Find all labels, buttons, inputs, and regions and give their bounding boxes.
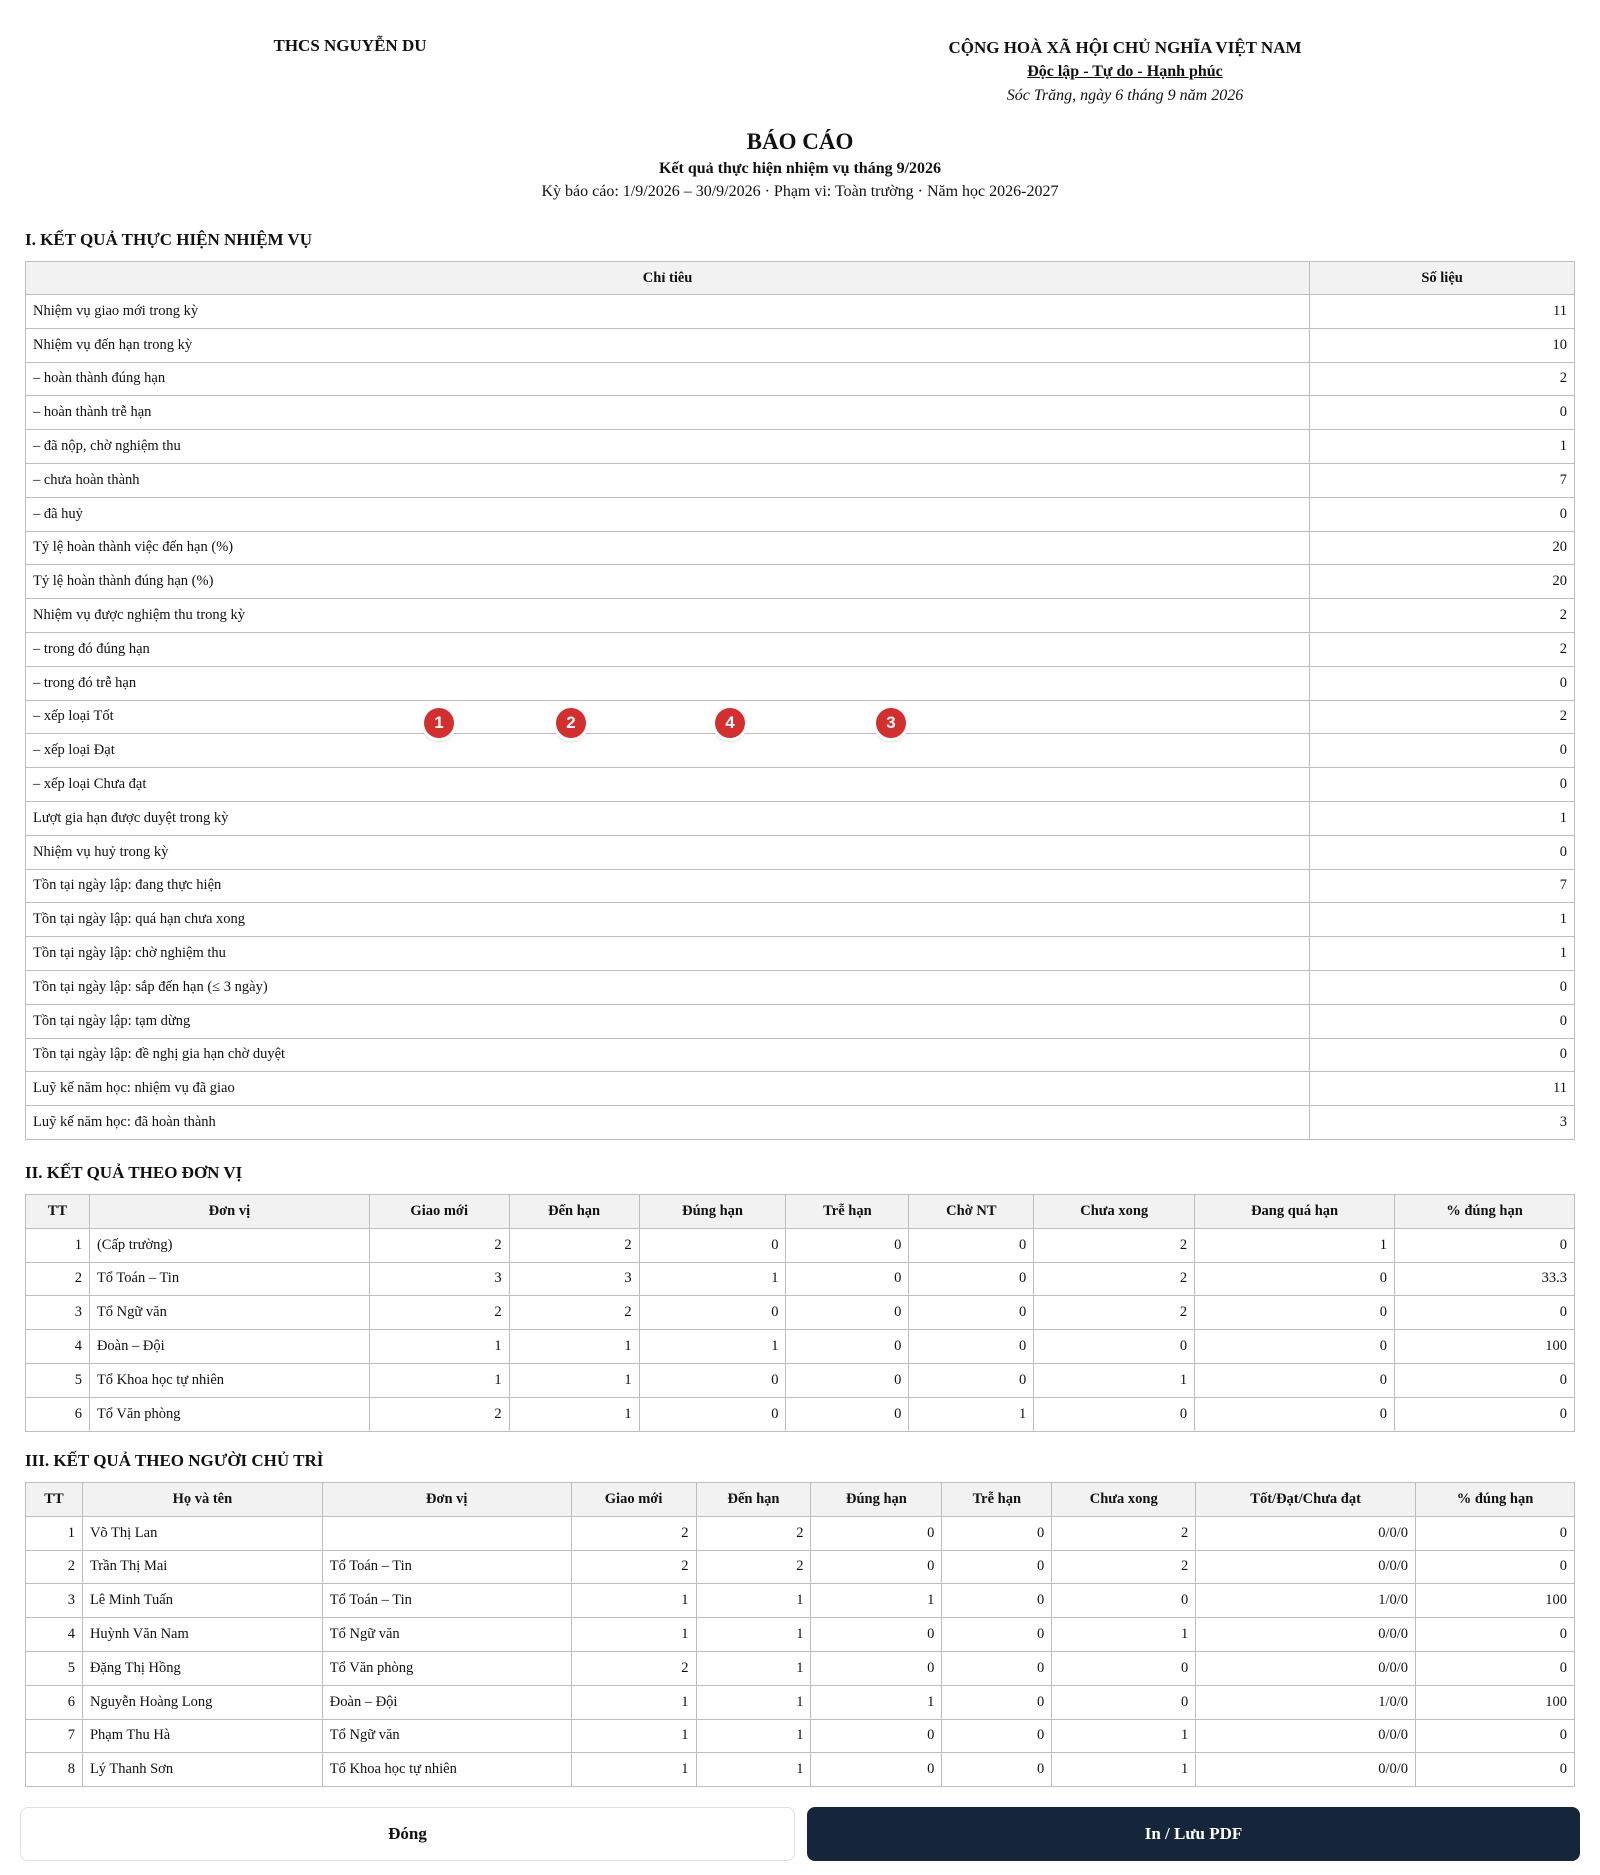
table-cell: 0	[1195, 1296, 1395, 1330]
indicator-cell: – hoàn thành trễ hạn	[26, 396, 1310, 430]
table-cell: 2	[26, 1262, 90, 1296]
table-cell: 1	[571, 1719, 696, 1753]
table-row	[26, 430, 1575, 464]
table-cell: 1	[369, 1330, 509, 1364]
indicator-cell: Tồn tại ngày lập: tạm dừng	[26, 1004, 1310, 1038]
table-cell: 1	[369, 1363, 509, 1397]
table-row	[26, 1228, 1575, 1262]
table-cell: 0	[1195, 1330, 1395, 1364]
col-header: Đúng hạn	[639, 1195, 786, 1229]
section-2-title: II. KẾT QUẢ THEO ĐƠN VỊ	[25, 1163, 243, 1182]
table-cell: 1	[696, 1685, 811, 1719]
indicator-cell: Tồn tại ngày lập: chờ nghiệm thu	[26, 937, 1310, 971]
table-row	[26, 835, 1575, 869]
value-cell: 7	[1310, 869, 1575, 903]
table-cell: 3	[509, 1262, 639, 1296]
table-cell: Phạm Thu Hà	[82, 1719, 322, 1753]
table-cell: 0	[942, 1516, 1052, 1550]
table-cell: 5	[26, 1651, 83, 1685]
table-cell: 100	[1416, 1685, 1575, 1719]
table-cell: 2	[1034, 1296, 1195, 1330]
person-results-table	[25, 1482, 1575, 1787]
table-cell	[322, 1516, 571, 1550]
table-row	[26, 1072, 1575, 1106]
table-cell: 0	[1416, 1516, 1575, 1550]
table-cell: 1	[26, 1228, 90, 1262]
table-cell: 0	[1195, 1262, 1395, 1296]
table-header-row	[26, 1483, 1575, 1517]
table-cell: Tổ Toán – Tin	[322, 1584, 571, 1618]
table-cell: 1	[696, 1651, 811, 1685]
table-cell: 0	[811, 1753, 942, 1787]
indicator-cell: – trong đó trễ hạn	[26, 666, 1310, 700]
table-cell: 1	[1052, 1753, 1196, 1787]
indicator-cell: Nhiệm vụ được nghiệm thu trong kỳ	[26, 599, 1310, 633]
col-header: Chưa xong	[1052, 1483, 1196, 1517]
value-cell: 2	[1310, 700, 1575, 734]
table-cell: 0	[1395, 1363, 1575, 1397]
value-cell: 1	[1310, 430, 1575, 464]
table-cell: 1	[1052, 1719, 1196, 1753]
value-cell: 2	[1310, 599, 1575, 633]
table-cell: 0	[786, 1228, 909, 1262]
table-cell: 0	[909, 1228, 1034, 1262]
table-cell: Đoàn – Đội	[322, 1685, 571, 1719]
value-cell: 0	[1310, 1004, 1575, 1038]
table-row	[26, 768, 1575, 802]
table-cell: 6	[26, 1397, 90, 1431]
step-marker-4[interactable]: 4	[715, 708, 745, 738]
table-row	[26, 1584, 1575, 1618]
table-cell: 7	[26, 1719, 83, 1753]
report-subtitle: Kết quả thực hiện nhiệm vụ tháng 9/2026	[658, 160, 942, 177]
value-cell: 0	[1310, 497, 1575, 531]
indicator-cell: Tỷ lệ hoàn thành việc đến hạn (%)	[26, 531, 1310, 565]
table-cell: Đặng Thị Hồng	[82, 1651, 322, 1685]
table-cell: 0/0/0	[1196, 1550, 1416, 1584]
table-cell: Võ Thị Lan	[82, 1516, 322, 1550]
table-row	[26, 1038, 1575, 1072]
table-cell: 0	[1195, 1397, 1395, 1431]
table-cell: 0	[942, 1719, 1052, 1753]
table-cell: 2	[509, 1228, 639, 1262]
table-cell: 8	[26, 1753, 83, 1787]
dialog-footer	[0, 1790, 1600, 1875]
indicator-cell: Lượt gia hạn được duyệt trong kỳ	[26, 801, 1310, 835]
col-header: Trễ hạn	[786, 1195, 909, 1229]
place-date: Sóc Trăng, ngày 6 tháng 9 năm 2026	[1006, 87, 1244, 104]
report-title: BÁO CÁO	[746, 129, 854, 154]
table-cell: 1	[696, 1584, 811, 1618]
table-cell: 0	[811, 1516, 942, 1550]
table-cell: Nguyễn Hoàng Long	[82, 1685, 322, 1719]
col-header: Đang quá hạn	[1195, 1195, 1395, 1229]
indicator-cell: – đã nộp, chờ nghiệm thu	[26, 430, 1310, 464]
table-row	[26, 463, 1575, 497]
col-header: Chưa xong	[1034, 1195, 1195, 1229]
table-cell: 1	[509, 1330, 639, 1364]
value-cell: 3	[1310, 1106, 1575, 1140]
table-cell: 0	[786, 1262, 909, 1296]
table-cell: 2	[1052, 1550, 1196, 1584]
table-row	[26, 1262, 1575, 1296]
table-header-row	[26, 262, 1575, 295]
table-cell: 0	[1052, 1651, 1196, 1685]
table-cell: 2	[1034, 1228, 1195, 1262]
value-cell: 2	[1310, 632, 1575, 666]
value-cell: 0	[1310, 1038, 1575, 1072]
table-cell: 33.3	[1395, 1262, 1575, 1296]
value-cell: 0	[1310, 396, 1575, 430]
value-cell: 11	[1310, 1072, 1575, 1106]
table-cell: 2	[571, 1550, 696, 1584]
table-cell: (Cấp trường)	[89, 1228, 369, 1262]
table-row	[26, 734, 1575, 768]
col-header: Trễ hạn	[942, 1483, 1052, 1517]
table-row	[26, 700, 1575, 734]
table-cell: 2	[696, 1550, 811, 1584]
table-row	[26, 1516, 1575, 1550]
indicator-cell: – xếp loại Đạt	[26, 734, 1310, 768]
table-cell: 1	[909, 1397, 1034, 1431]
table-cell: 1	[571, 1753, 696, 1787]
table-cell: Tổ Ngữ văn	[89, 1296, 369, 1330]
report-title-block	[0, 126, 1600, 204]
table-cell: 1	[1195, 1228, 1395, 1262]
table-cell: 1	[811, 1685, 942, 1719]
col-header: Đến hạn	[696, 1483, 811, 1517]
table-row	[26, 1397, 1575, 1431]
table-row	[26, 970, 1575, 1004]
value-cell: 0	[1310, 970, 1575, 1004]
col-header: Chỉ tiêu	[26, 262, 1310, 295]
table-cell: 1	[571, 1584, 696, 1618]
table-cell: Tổ Khoa học tự nhiên	[89, 1363, 369, 1397]
table-cell: Đoàn – Đội	[89, 1330, 369, 1364]
table-cell: 100	[1395, 1330, 1575, 1364]
table-cell: Tổ Ngữ văn	[322, 1618, 571, 1652]
col-header: Đúng hạn	[811, 1483, 942, 1517]
table-row	[26, 1296, 1575, 1330]
table-cell: 1	[696, 1753, 811, 1787]
table-cell: Trần Thị Mai	[82, 1550, 322, 1584]
table-row	[26, 937, 1575, 971]
indicator-cell: – xếp loại Chưa đạt	[26, 768, 1310, 802]
table-cell: 0/0/0	[1196, 1516, 1416, 1550]
table-cell: Tổ Toán – Tin	[89, 1262, 369, 1296]
table-row	[26, 1685, 1575, 1719]
value-cell: 0	[1310, 734, 1575, 768]
table-cell: 0	[786, 1296, 909, 1330]
value-cell: 2	[1310, 362, 1575, 396]
indicator-cell: Nhiệm vụ đến hạn trong kỳ	[26, 328, 1310, 362]
table-row	[26, 396, 1575, 430]
table-cell: 0	[1416, 1753, 1575, 1787]
table-cell: 2	[509, 1296, 639, 1330]
col-header: % đúng hạn	[1416, 1483, 1575, 1517]
table-cell: 0/0/0	[1196, 1753, 1416, 1787]
table-cell: 0	[1034, 1397, 1195, 1431]
col-header: Giao mới	[571, 1483, 696, 1517]
table-row	[26, 328, 1575, 362]
report-period: Kỳ báo cáo: 1/9/2026 – 30/9/2026 · Phạm vi: Toàn trường · Năm học 2026-2027	[541, 183, 1059, 200]
table-cell: 0	[1395, 1397, 1575, 1431]
school-name: THCS NGUYỄN DU	[273, 36, 427, 55]
indicator-cell: Tồn tại ngày lập: đang thực hiện	[26, 869, 1310, 903]
close-button[interactable]: Đóng	[20, 1807, 795, 1861]
print-pdf-button[interactable]: In / Lưu PDF	[807, 1807, 1580, 1861]
step-marker-1[interactable]: 1	[424, 708, 454, 738]
indicator-cell: Luỹ kế năm học: đã hoàn thành	[26, 1106, 1310, 1140]
table-cell: 2	[1052, 1516, 1196, 1550]
col-header: Số liệu	[1310, 262, 1575, 295]
col-header: Đến hạn	[509, 1195, 639, 1229]
table-cell: 1/0/0	[1196, 1685, 1416, 1719]
value-cell: 11	[1310, 295, 1575, 329]
table-row	[26, 1363, 1575, 1397]
indicator-cell: Nhiệm vụ huỷ trong kỳ	[26, 835, 1310, 869]
table-cell: 1	[639, 1330, 786, 1364]
indicator-cell: – đã huỷ	[26, 497, 1310, 531]
col-header: Đơn vị	[322, 1483, 571, 1517]
table-cell: 0	[942, 1685, 1052, 1719]
col-header: Giao mới	[369, 1195, 509, 1229]
table-cell: 0	[1416, 1651, 1575, 1685]
table-cell: Huỳnh Văn Nam	[82, 1618, 322, 1652]
table-cell: Lê Minh Tuấn	[82, 1584, 322, 1618]
col-header: TT	[26, 1483, 83, 1517]
indicator-cell: – hoàn thành đúng hạn	[26, 362, 1310, 396]
table-cell: 2	[1034, 1262, 1195, 1296]
table-row	[26, 1550, 1575, 1584]
table-cell: 0	[1395, 1228, 1575, 1262]
table-cell: 4	[26, 1618, 83, 1652]
table-header-row	[26, 1195, 1575, 1229]
table-cell: 0/0/0	[1196, 1618, 1416, 1652]
table-row	[26, 632, 1575, 666]
table-cell: 3	[26, 1584, 83, 1618]
table-cell: Tổ Văn phòng	[89, 1397, 369, 1431]
value-cell: 0	[1310, 835, 1575, 869]
table-cell: 0	[942, 1618, 1052, 1652]
table-row	[26, 295, 1575, 329]
table-cell: 2	[696, 1516, 811, 1550]
value-cell: 1	[1310, 937, 1575, 971]
table-cell: 1	[571, 1685, 696, 1719]
table-cell: 1	[509, 1397, 639, 1431]
table-cell: 0	[811, 1719, 942, 1753]
table-cell: 100	[1416, 1584, 1575, 1618]
nation-title: CỘNG HOÀ XÃ HỘI CHỦ NGHĨA VIỆT NAM	[948, 38, 1302, 57]
table-cell: 5	[26, 1363, 90, 1397]
table-cell: Tổ Ngữ văn	[322, 1719, 571, 1753]
indicator-cell: Tồn tại ngày lập: đề nghị gia hạn chờ duyệt	[26, 1038, 1310, 1072]
col-header: % đúng hạn	[1395, 1195, 1575, 1229]
table-cell: 0	[811, 1618, 942, 1652]
value-cell: 0	[1310, 666, 1575, 700]
table-cell: Tổ Toán – Tin	[322, 1550, 571, 1584]
table-cell: 0	[1395, 1296, 1575, 1330]
col-header: Tốt/Đạt/Chưa đạt	[1196, 1483, 1416, 1517]
table-cell: 6	[26, 1685, 83, 1719]
table-cell: Lý Thanh Sơn	[82, 1753, 322, 1787]
table-row	[26, 1618, 1575, 1652]
unit-results-table	[25, 1194, 1575, 1432]
table-cell: 0	[811, 1550, 942, 1584]
table-cell: 0	[1416, 1550, 1575, 1584]
table-cell: 0	[639, 1397, 786, 1431]
table-row	[26, 362, 1575, 396]
table-cell: 3	[26, 1296, 90, 1330]
table-cell: 0	[1034, 1330, 1195, 1364]
table-cell: 0	[909, 1363, 1034, 1397]
step-marker-3[interactable]: 3	[876, 708, 906, 738]
table-cell: 0	[909, 1262, 1034, 1296]
table-cell: 1	[1052, 1618, 1196, 1652]
table-row	[26, 666, 1575, 700]
col-header: Đơn vị	[89, 1195, 369, 1229]
table-row	[26, 1753, 1575, 1787]
value-cell: 0	[1310, 768, 1575, 802]
value-cell: 10	[1310, 328, 1575, 362]
table-cell: 2	[571, 1516, 696, 1550]
table-row	[26, 869, 1575, 903]
table-cell: 0	[1195, 1363, 1395, 1397]
table-cell: 0	[639, 1296, 786, 1330]
table-cell: 0	[639, 1363, 786, 1397]
table-cell: 0	[909, 1330, 1034, 1364]
table-cell: 2	[571, 1651, 696, 1685]
table-cell: 0	[1416, 1719, 1575, 1753]
table-cell: 0	[1416, 1618, 1575, 1652]
table-cell: 0	[1052, 1584, 1196, 1618]
section-3-title: III. KẾT QUẢ THEO NGƯỜI CHỦ TRÌ	[25, 1451, 324, 1470]
table-cell: 0/0/0	[1196, 1651, 1416, 1685]
table-row	[26, 801, 1575, 835]
table-cell: 2	[26, 1550, 83, 1584]
task-results-table	[25, 261, 1575, 1140]
table-cell: 0	[811, 1651, 942, 1685]
table-cell: 0	[942, 1753, 1052, 1787]
table-cell: 0	[786, 1363, 909, 1397]
table-cell: 1	[639, 1262, 786, 1296]
table-cell: Tổ Văn phòng	[322, 1651, 571, 1685]
table-row	[26, 497, 1575, 531]
table-cell: 0	[942, 1584, 1052, 1618]
value-cell: 20	[1310, 565, 1575, 599]
section-1-title: I. KẾT QUẢ THỰC HIỆN NHIỆM VỤ	[25, 230, 312, 249]
table-row	[26, 903, 1575, 937]
indicator-cell: Tồn tại ngày lập: quá hạn chưa xong	[26, 903, 1310, 937]
table-cell: Tổ Khoa học tự nhiên	[322, 1753, 571, 1787]
table-cell: 1	[696, 1618, 811, 1652]
value-cell: 1	[1310, 801, 1575, 835]
table-cell: 0	[786, 1330, 909, 1364]
table-cell: 2	[369, 1397, 509, 1431]
table-cell: 0	[942, 1550, 1052, 1584]
col-header: Họ và tên	[82, 1483, 322, 1517]
table-row	[26, 1719, 1575, 1753]
table-row	[26, 565, 1575, 599]
table-cell: 4	[26, 1330, 90, 1364]
col-header: Chờ NT	[909, 1195, 1034, 1229]
table-row	[26, 599, 1575, 633]
table-row	[26, 1106, 1575, 1140]
table-cell: 0	[639, 1228, 786, 1262]
table-row	[26, 531, 1575, 565]
value-cell: 1	[1310, 903, 1575, 937]
table-cell: 1	[571, 1618, 696, 1652]
table-cell: 0/0/0	[1196, 1719, 1416, 1753]
indicator-cell: Tồn tại ngày lập: sắp đến hạn (≤ 3 ngày)	[26, 970, 1310, 1004]
table-cell: 1	[509, 1363, 639, 1397]
indicator-cell: Tỷ lệ hoàn thành đúng hạn (%)	[26, 565, 1310, 599]
indicator-cell: Luỹ kế năm học: nhiệm vụ đã giao	[26, 1072, 1310, 1106]
table-cell: 1	[696, 1719, 811, 1753]
value-cell: 7	[1310, 463, 1575, 497]
table-cell: 3	[369, 1262, 509, 1296]
table-cell: 0	[942, 1651, 1052, 1685]
table-cell: 1	[811, 1584, 942, 1618]
indicator-cell: – chưa hoàn thành	[26, 463, 1310, 497]
table-row	[26, 1004, 1575, 1038]
table-cell: 2	[369, 1296, 509, 1330]
indicator-cell: – xếp loại Tốt	[26, 700, 1310, 734]
value-cell: 20	[1310, 531, 1575, 565]
indicator-cell: Nhiệm vụ giao mới trong kỳ	[26, 295, 1310, 329]
table-cell: 1	[1034, 1363, 1195, 1397]
table-cell: 0	[909, 1296, 1034, 1330]
table-row	[26, 1330, 1575, 1364]
col-header: TT	[26, 1195, 90, 1229]
step-marker-2[interactable]: 2	[556, 708, 586, 738]
table-row	[26, 1651, 1575, 1685]
table-cell: 0	[1052, 1685, 1196, 1719]
indicator-cell: – trong đó đúng hạn	[26, 632, 1310, 666]
table-cell: 1/0/0	[1196, 1584, 1416, 1618]
table-cell: 0	[786, 1397, 909, 1431]
national-header	[880, 36, 1370, 108]
table-cell: 1	[26, 1516, 83, 1550]
motto: Độc lập - Tự do - Hạnh phúc	[1027, 63, 1223, 80]
table-cell: 2	[369, 1228, 509, 1262]
